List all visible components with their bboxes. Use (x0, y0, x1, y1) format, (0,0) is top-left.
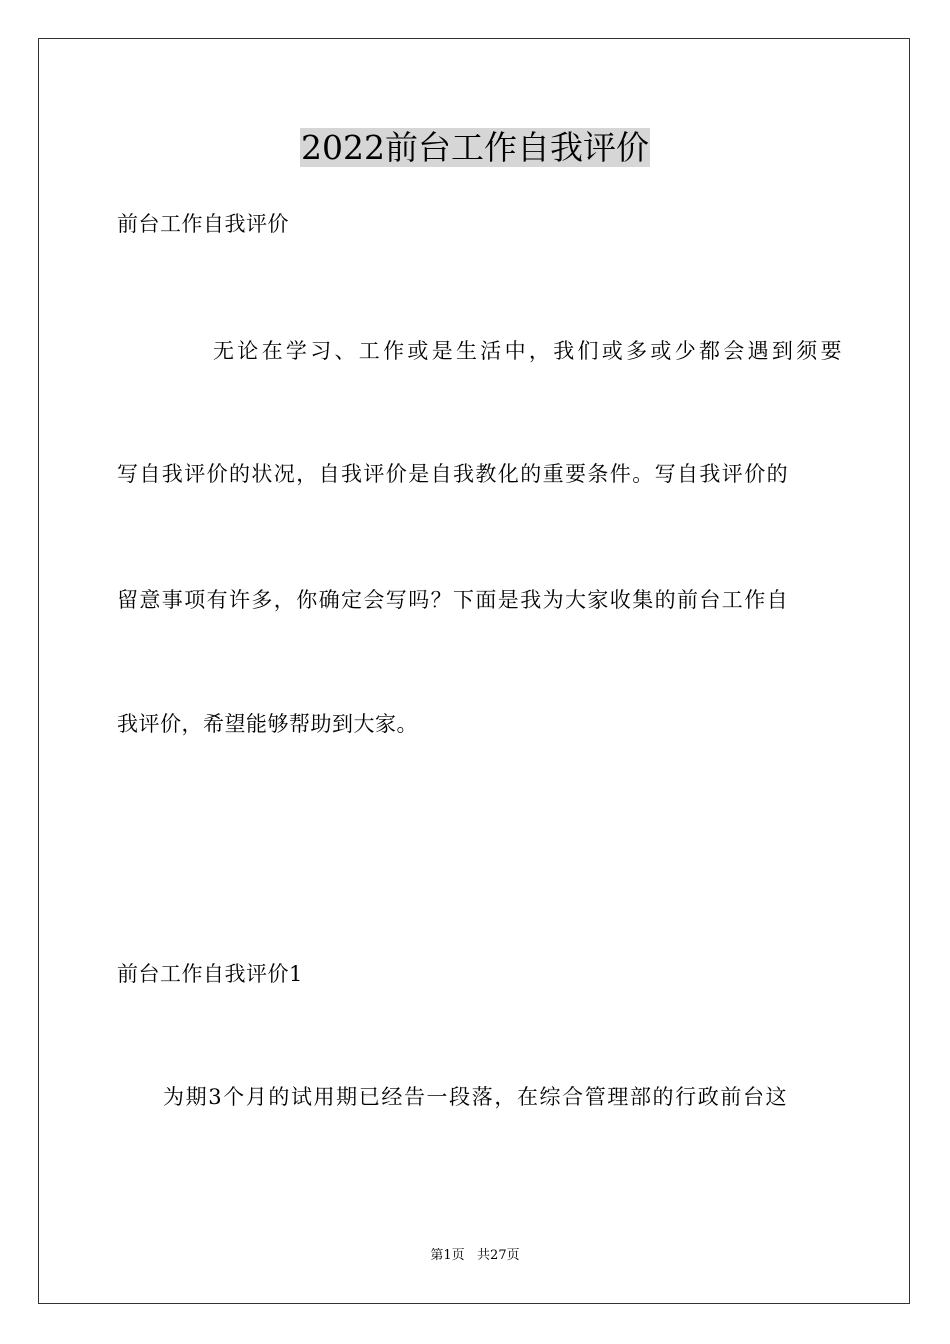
intro-paragraph-line-2 (117, 460, 831, 488)
intro-line-text: 无论在学习、工作或是生活中，我们或多或少都会遇到须要 (213, 339, 845, 363)
intro-line-text: 留意事项有许多，你确定会写吗？下面是我为大家收集的前台工作自 (117, 588, 789, 612)
section-line-text: 为期3个月的试用期已经告一段落，在综合管理部的行政前台这 (163, 1085, 789, 1109)
document-title-text: 2022前台工作自我评价 (301, 128, 649, 167)
document-subtitle: 前台工作自我评价 (117, 212, 289, 236)
intro-line-text: 写自我评价的状况，自我评价是自我教化的重要条件。写自我评价的 (117, 462, 789, 486)
intro-paragraph-line-3 (117, 586, 831, 614)
document-title (0, 128, 950, 168)
page-number: 第1页 共27页 (430, 1248, 520, 1263)
section-heading: 前台工作自我评价1 (117, 962, 303, 986)
section-paragraph-line-1 (163, 1083, 788, 1111)
intro-paragraph-line-1 (213, 337, 845, 365)
intro-paragraph-line-4: 我评价，希望能够帮助到大家。 (117, 712, 418, 736)
